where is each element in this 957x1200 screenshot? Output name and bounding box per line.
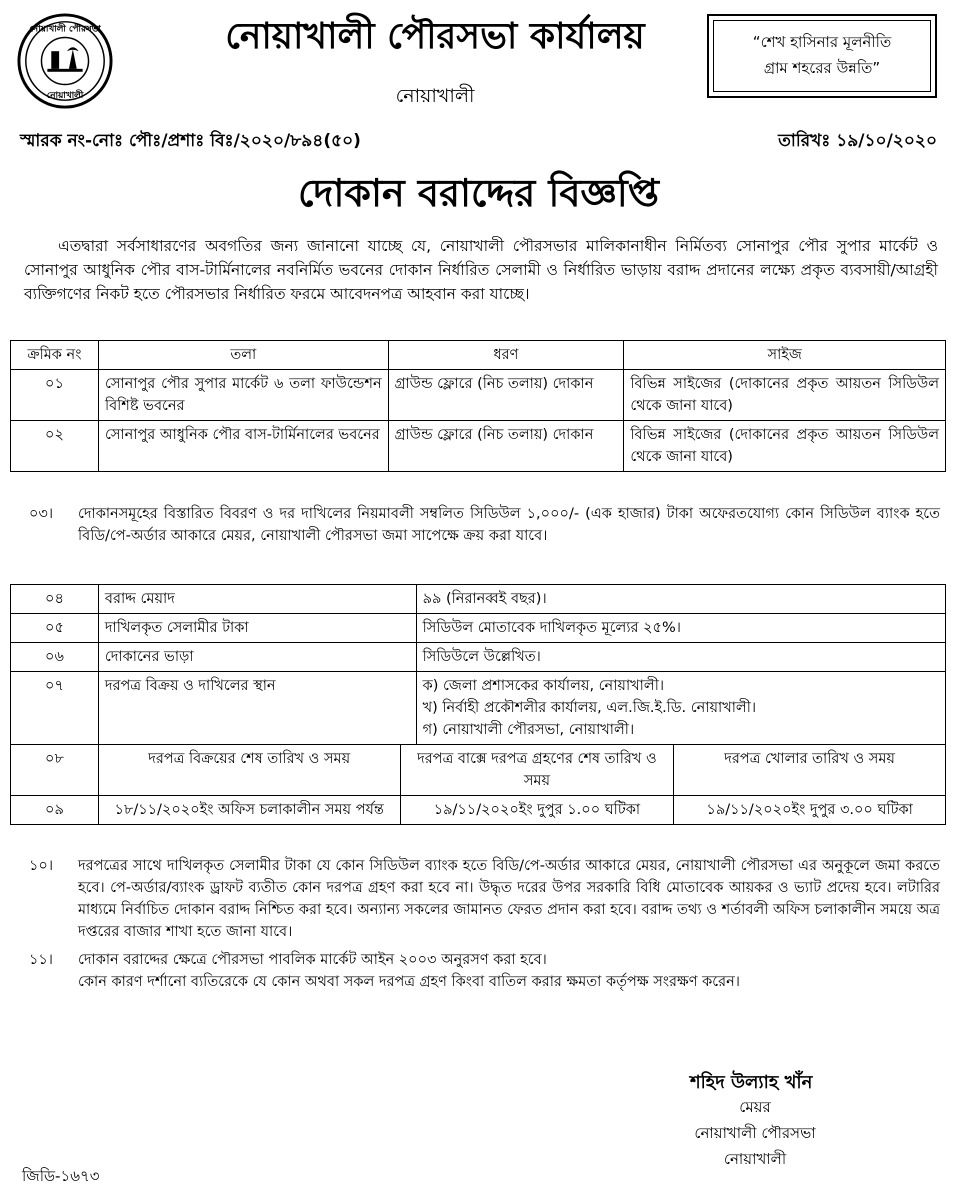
item-03-text: দোকানসমূহের বিস্তারিত বিবরণ ও দর দাখিলের নিয়মাবলী সম্বলিত সিডিউল ১,০০০/- (এক হাজার) টাকা অফেরতযোগ্য কোন সিডিউল ব্যাংক হতে বিডি/পে-অর্ডার আকারে মেয়র, নোয়াখালী পৌরসভা জমা সাপেক্ষে ক্রয় করা যাবে। <box>78 506 940 544</box>
row-floor: সোনাপুর আধুনিক পৌর বাস-টার্মিনালের ভবনের <box>98 421 388 472</box>
intro-paragraph: এতদ্বারা সর্বসাধারণের অবগতির জন্য জানানো যাচ্ছে যে, নোয়াখালী পৌরসভার মালিকানাধীন নির্মিতব্য সোনাপুর পৌর সুপার মার্কেট ও সোনাপুর আধুনিক পৌর বাস-টার্মিনালের নবনির্মিত ভবনের দোকান নির্ধারিত সেলামী ও নির্ধারিত ভাড়ায় বরাদ্দ প্রদানের লক্ষ্যে প্রকৃত ব্যবসায়ী/আগ্রহী ব্যক্তিগণের নিকট হতে পৌরসভার নির্ধারিত ফরমে আবেদনপত্র আহবান করা যাচ্ছে। <box>24 237 938 303</box>
row-size: বিভিন্ন সাইজের (দোকানের প্রকৃত আয়তন সিডিউল থেকে জানা যাবে) <box>624 370 946 421</box>
term-serial: ০৭ <box>11 672 99 745</box>
place-item: গ) নোয়াখালী পৌরসভা, নোয়াখালী। <box>422 722 635 738</box>
memo-date: তারিখঃ ১৯/১০/২০২০ <box>778 131 937 151</box>
slogan-line-1: “শেখ হাসিনার মূলনীতি <box>752 33 892 51</box>
table-row <box>11 643 946 672</box>
slogan-line-2: গ্রাম শহরের উন্নতি” <box>763 59 881 77</box>
signatory-office: নোয়াখালী পৌরসভা <box>694 1124 816 1142</box>
schedule-opening-label: দরপত্র খোলার তারিখ ও সময় <box>674 745 946 796</box>
item-11-serial: ১১। <box>28 952 53 968</box>
memo-number: স্মারক নং-নোঃ পৌঃ/প্রশাঃ বিঃ/২০২০/৮৯৪(৫০) <box>20 131 361 151</box>
place-item: খ) নির্বাহী প্রকৌশলীর কার্যালয়, এল.জি.ই.ডি. নোয়াখালী। <box>422 700 757 716</box>
item-03-serial: ০৩। <box>28 506 54 522</box>
header-floor: তলা <box>98 341 388 370</box>
organization-title: নোয়াখালী পৌরসভা কার্যালয় <box>225 15 645 57</box>
notice-title: দোকান বরাদ্দের বিজ্ঞপ্তি <box>298 170 659 215</box>
signatory-designation: মেয়র <box>739 1098 771 1116</box>
item-10-text: দরপত্রের সাথে দাখিলকৃত সেলামীর টাকা যে কোন সিডিউল ব্যাংক হতে বিডি/পে-অর্ডার আকারে মেয়র, নোয়াখালী পৌরসভা এর অনুকূলে জমা করতে হবে। পে-অর্ডার/ব্যাংক ড্রাফট ব্যতীত কোন দরপত্র গ্রহণ করা হবে না। উদ্ধৃত দরের উপর সরকারি বিধি মোতাবেক আয়কর ও ভ্যাট প্রদেয় হবে। লটারির মাধ্যমে নির্বাচিত দোকান বরাদ্দ নিশ্চিত করা হবে। অন্যান্য সকলের জামানত ফেরত প্রদান করা হবে। বরাদ্দ তথ্য ও শর্তাবলী অফিস চলাকালীন সময়ে অত্র দপ্তরের বাজার শাখা হতে জানা যাবে। <box>78 858 941 940</box>
schedule-serial: ০৯ <box>11 796 99 825</box>
table-row <box>11 614 946 643</box>
term-label: দরপত্র বিক্রয় ও দাখিলের স্থান <box>98 672 416 745</box>
row-type: গ্রাউন্ড ফ্লোরে (নিচ তলায়) দোকান <box>388 421 624 472</box>
row-serial: ০১ <box>11 370 99 421</box>
table-row <box>11 745 946 796</box>
row-floor: সোনাপুর পৌর সুপার মার্কেট ৬ তলা ফাউন্ডেশন বিশিষ্ট ভবনের <box>98 370 388 421</box>
term-label: দাখিলকৃত সেলামীর টাকা <box>98 614 416 643</box>
row-serial: ০২ <box>11 421 99 472</box>
schedule-serial: ০৮ <box>11 745 99 796</box>
header-serial: ক্রমিক নং <box>11 341 99 370</box>
shop-table <box>10 340 946 472</box>
term-serial: ০৫ <box>11 614 99 643</box>
schedule-sale-deadline-label: দরপত্র বিক্রয়ের শেষ তারিখ ও সময় <box>98 745 400 796</box>
table-row <box>11 796 946 825</box>
row-size: বিভিন্ন সাইজের (দোকানের প্রকৃত আয়তন সিডিউল থেকে জানা যাবে) <box>624 421 946 472</box>
header-size: সাইজ <box>624 341 946 370</box>
signature-block <box>660 1094 850 1172</box>
table-row <box>11 672 946 745</box>
gd-number: জিডি-১৬৭৩ <box>22 1167 100 1185</box>
term-label: দোকানের ভাড়া <box>98 643 416 672</box>
item-03-block <box>10 500 946 550</box>
table-row <box>11 421 946 472</box>
logo-text-top: নোয়াখালী পৌরসভা <box>29 24 101 35</box>
table-row <box>11 370 946 421</box>
header-type: ধরণ <box>388 341 624 370</box>
logo-text-bottom: নোয়াখালী <box>46 91 84 102</box>
item-11-line-2: কোন কারণ দর্শানো ব্যতিরেকে যে কোন অথবা সকল দরপত্র গ্রহণ কিংবা বাতিল করার ক্ষমতা কর্তৃপক্ষ সংরক্ষণ করেন। <box>78 974 740 990</box>
schedule-submission-deadline-label: দরপত্র বাক্সে দরপত্র গ্রহণের শেষ তারিখ ও সময় <box>400 745 674 796</box>
conditions-block <box>10 852 946 996</box>
item-11-line-1: দোকান বরাদ্দের ক্ষেত্রে পৌরসভা পাবলিক মার্কেট আইন ২০০৩ অনুরসণ করা হবে। <box>78 952 547 968</box>
term-value: ৯৯ (নিরানব্বই বছর)। <box>416 585 945 614</box>
term-serial: ০৬ <box>11 643 99 672</box>
row-type: গ্রাউন্ড ফ্লোরে (নিচ তলায়) দোকান <box>388 370 624 421</box>
item-11-text <box>72 946 946 996</box>
schedule-table <box>10 744 946 825</box>
signatory-place: নোয়াখালী <box>723 1150 787 1168</box>
municipality-logo-icon <box>16 12 114 110</box>
term-serial: ০৪ <box>11 585 99 614</box>
term-value: সিডিউল মোতাবেক দাখিলকৃত মূল্যের ২৫%। <box>416 614 945 643</box>
slogan-box <box>707 14 937 98</box>
signatory-name: শহিদ উল্যাহ খাঁন <box>690 1072 813 1093</box>
item-10-serial: ১০। <box>28 858 54 874</box>
term-value: সিডিউলে উল্লেখিত। <box>416 643 945 672</box>
schedule-submission-deadline: ১৯/১১/২০২০ইং দুপুর ১.০০ ঘটিকা <box>400 796 674 825</box>
schedule-sale-deadline: ১৮/১১/২০২০ইং অফিস চলাকালীন সময় পর্যন্ত <box>98 796 400 825</box>
schedule-opening: ১৯/১১/২০২০ইং দুপুর ৩.০০ ঘটিকা <box>674 796 946 825</box>
organization-location: নোয়াখালী <box>395 85 475 107</box>
term-label: বরাদ্দ মেয়াদ <box>98 585 416 614</box>
table-row <box>11 585 946 614</box>
terms-table <box>10 584 946 745</box>
term-value <box>416 672 945 745</box>
place-item: ক) জেলা প্রশাসকের কার্যালয়, নোয়াখালী। <box>422 678 665 694</box>
table-header-row <box>11 341 946 370</box>
